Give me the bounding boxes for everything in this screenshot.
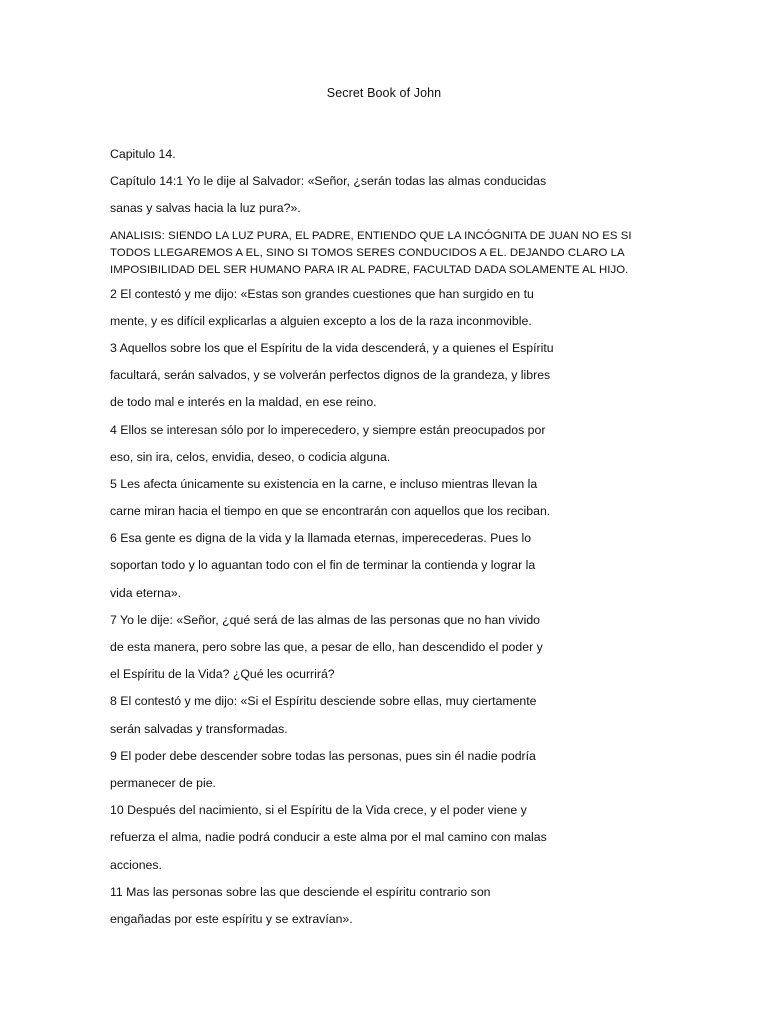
analysis-line: TODOS LLEGAREMOS A EL, SINO SI TOMOS SERES CONDUCIDOS A EL. DEJANDO CLARO LA — [110, 246, 625, 259]
text-line: 11 Mas las personas sobre las que desciende el espíritu contrario son — [110, 884, 491, 899]
text-line: eso, sin ira, celos, envidia, deseo, o codicia alguna. — [110, 449, 391, 464]
page-title: Secret Book of John — [326, 86, 442, 100]
text-line: refuerza el alma, nadie podrá conducir a este alma por el mal camino con malas — [110, 830, 547, 845]
text-line: de esta manera, pero sobre las que, a pesar de ello, han descendido el poder y — [110, 640, 543, 654]
text-line: 6 Esa gente es digna de la vida y la llamada eternas, imperecederas. Pues lo — [110, 531, 532, 546]
text-line: 9 El poder debe descender sobre todas las personas, pues sin él nadie podría — [110, 748, 536, 763]
text-line: 10 Después del nacimiento, si el Espíritu de la Vida crece, y el poder viene y — [110, 803, 527, 818]
text-line: 5 Les afecta únicamente su existencia en la carne, e incluso mientras llevan la — [110, 476, 538, 491]
text-line: vida eterna». — [110, 585, 182, 600]
text-line: Capítulo 14:1 Yo le dije al Salvador: «Señor, ¿serán todas las almas conducidas — [110, 174, 547, 189]
text-line: 8 El contestó y me dijo: «Si el Espíritu desciende sobre ellas, muy ciertamente — [110, 694, 537, 709]
text-line: Capitulo 14. — [110, 147, 176, 161]
text-line: mente, y es difícil explicarlas a alguien excepto a los de la raza inconmovible. — [110, 313, 532, 328]
text-line: soportan todo y lo aguantan todo con el fin de terminar la contienda y lograr la — [110, 558, 536, 573]
text-line: sanas y salvas hacia la luz pura?». — [110, 201, 301, 216]
document-body — [110, 141, 670, 933]
text-line: 3 Aquellos sobre los que el Espíritu de la vida descenderá, y a quienes el Espíritu — [110, 340, 554, 355]
lines-after — [110, 281, 670, 934]
text-line: permanecer de pie. — [110, 775, 216, 790]
text-line: carne miran hacia el tiempo en que se encontrarán con aquellos que los reciban. — [110, 504, 551, 519]
text-line: serán salvadas y transformadas. — [110, 721, 288, 736]
text-line: acciones. — [110, 857, 162, 872]
analysis-paragraph — [110, 228, 670, 279]
text-line: facultará, serán salvados, y se volverán perfectos dignos de la grandeza, y libres — [110, 368, 551, 383]
text-line: 2 El contestó y me dijo: «Estas son grandes cuestiones que han surgido en tu — [110, 286, 534, 301]
analysis-line: IMPOSIBILIDAD DEL SER HUMANO PARA IR AL PADRE, FACULTAD DADA SOLAMENTE AL HIJO. — [110, 263, 629, 276]
text-line: 4 Ellos se interesan sólo por lo imperecedero, y siempre están preocupados por — [110, 422, 546, 437]
text-line: el Espíritu de la Vida? ¿Qué les ocurrirá? — [110, 667, 335, 682]
text-line: engañadas por este espíritu y se extravían». — [110, 911, 353, 926]
analysis-line: ANALISIS: SIENDO LA LUZ PURA, EL PADRE, ENTIENDO QUE LA INCÓGNITA DE JUAN NO ES SI — [110, 229, 632, 242]
text-line: de todo mal e interés en la maldad, en ese reino. — [110, 395, 377, 410]
text-line: 7 Yo le dije: «Señor, ¿qué será de las almas de las personas que no han vivido — [110, 612, 540, 627]
lines-before — [110, 141, 670, 223]
